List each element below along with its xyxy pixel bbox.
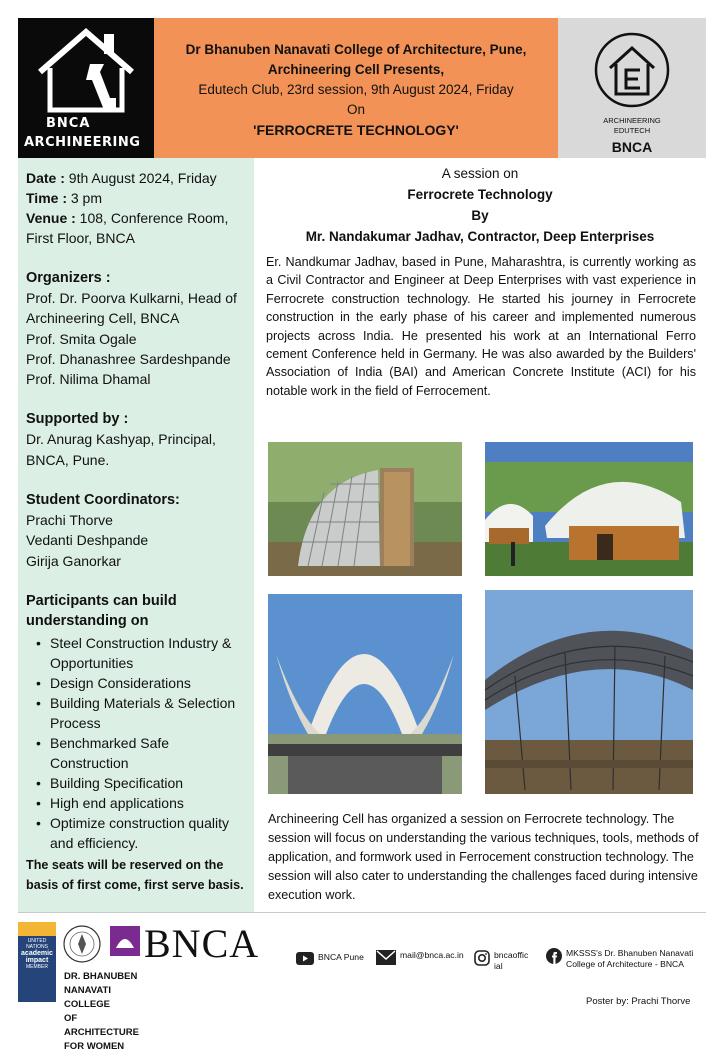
photo-grid [268, 442, 694, 794]
mesh-framework-photo [485, 590, 693, 794]
organizer-line: Prof. Dhanashree Sardeshpande [26, 350, 231, 367]
list-item-text: Opportunities [50, 654, 134, 671]
facebook-label-line2: College of Architecture - BNCA [566, 959, 684, 969]
intro-line: A session on [441, 166, 519, 181]
shell-houses-photo [485, 442, 693, 576]
list-item-continued [26, 833, 254, 853]
edutech-logo-icon [592, 28, 672, 112]
time-row [26, 188, 254, 208]
session-topic: Ferrocrete Technology [407, 187, 553, 202]
ferrocrete-arch-photo [268, 442, 462, 576]
archineering-logo [18, 18, 154, 158]
list-item: • Optimize construction quality [26, 813, 254, 833]
poster-header [18, 18, 706, 158]
instagram-label: bncaofficial [494, 950, 529, 971]
youtube-label: BNCA Pune [318, 952, 364, 962]
date-row [26, 168, 254, 188]
organizer-line: Archineering Cell, BNCA [26, 310, 180, 327]
list-item: • Building Materials & Selection [26, 693, 254, 713]
college-name [64, 970, 139, 1054]
organizer-line: Prof. Nilima Dhamal [26, 371, 151, 388]
facebook-icon [546, 948, 562, 964]
supported-line: BNCA, Pune. [26, 451, 110, 468]
coordinator-line: Vedanti Deshpande [26, 532, 149, 549]
email-link[interactable] [376, 950, 464, 965]
list-item: • Building Specification [26, 773, 254, 793]
coordinator-line: Girija Ganorkar [26, 552, 121, 569]
venue-row [26, 208, 254, 228]
logo-left-archineering: ARCHINEERING [24, 135, 141, 150]
topics-list [26, 633, 254, 853]
session-summary: Archineering Cell has organized a session on Ferrocrete technology. The session will focus on understanding the various techniques, tools, methods of application, and formwork used in Ferrocement construction technology. The session will also cater to understanding the challenges faced during intensive execution work. [268, 812, 699, 902]
venue-label: Venue : [26, 210, 76, 226]
venue-value-line2: First Floor, BNCA [26, 230, 135, 246]
college-name-line1: DR. BHANUBEN NANAVATI COLLEGE [64, 971, 138, 1010]
logo-right-edutech: EDUTECH [613, 126, 651, 135]
instagram-link[interactable] [474, 950, 530, 972]
impact-line3: impact [25, 957, 49, 964]
organizers-heading: Organizers : [26, 270, 111, 286]
logo-right-archineering: ARCHINEERING [603, 116, 661, 125]
youtube-link[interactable] [296, 952, 364, 965]
session-intro [254, 164, 706, 247]
supported-line: Dr. Anurag Kashyap, Principal, [26, 431, 216, 448]
house-wrench-icon [28, 24, 144, 116]
logo-right-bnca: BNCA [611, 139, 653, 155]
list-item: • Design Considerations [26, 673, 254, 693]
footer-divider [18, 912, 706, 913]
header-line-on: On [346, 102, 365, 117]
impact-line1: UNITED NATIONS [26, 938, 48, 950]
organizer-line: Prof. Dr. Poorva Kulkarni, Head of [26, 290, 237, 306]
edutech-logo [558, 18, 706, 158]
list-item: • Steel Construction Industry & [26, 633, 254, 653]
list-item: • High end applications [26, 793, 254, 813]
facebook-label-line1: MKSSS's Dr. Bhanuben Nanavati [566, 948, 694, 958]
participants-heading: Participants can build [26, 592, 177, 609]
facebook-link[interactable] [546, 948, 693, 970]
coordinator-line: Prachi Thorve [26, 512, 113, 529]
organizer-line: Prof. Smita Ogale [26, 330, 137, 347]
list-item: • Benchmarked Safe [26, 733, 254, 753]
session-content [254, 158, 706, 912]
speaker-bio: Er. Nandkumar Jadhav, based in Pune, Maharashtra, is currently working as a Civil Contractor and Engineer at Deep Enterprises with vast experience in Ferrocrete construction technology. He started his journey in Ferrocrete construction in the early phase of his career and implemented numerous projects across India. He presented his work at an International Ferro cement Conference held in Germany. He was also awarded by the Builders' Association of India (BAI) and American Concrete Institute (ACI) for his notable work in the field of Ferrocement. [266, 255, 696, 398]
header-title-block [154, 18, 558, 158]
header-line-session: Edutech Club, 23rd session, 9th August 2024, Friday [198, 82, 514, 97]
coordinators-heading: Student Coordinators: [26, 492, 180, 509]
header-line-presents: Archineering Cell Presents, [267, 62, 445, 77]
time-value: 3 pm [66, 190, 102, 206]
supported-heading: Supported by : [26, 411, 129, 428]
header-line-topic: 'FERROCRETE TECHNOLOGY' [253, 122, 459, 138]
facebook-label [566, 948, 693, 970]
list-item-continued [26, 653, 254, 673]
venue-value: 108, Conference Room, [75, 210, 229, 226]
impact-line4: MEMBER [26, 964, 48, 970]
email-label: mail@bnca.ac.in [400, 950, 464, 960]
bnca-wordmark: BNCA [144, 921, 260, 966]
time-label: Time : [26, 190, 67, 206]
seat-note-line2: basis of first come, first serve basis. [26, 877, 244, 892]
event-details-sidebar [18, 158, 254, 912]
list-item-text: Construction [50, 754, 129, 771]
shell-pavilion-photo [268, 594, 462, 794]
mail-icon [376, 950, 396, 965]
youtube-icon [296, 952, 314, 965]
speaker-name: Mr. Nandakumar Jadhav, Contractor, Deep Enterprises [305, 229, 655, 244]
instagram-icon [474, 950, 490, 966]
logo-left-bnca: BNCA [46, 116, 91, 131]
header-line-college: Dr Bhanuben Nanavati College of Architecture, Pune, [185, 42, 527, 57]
list-item-text: Process [50, 714, 101, 731]
date-value: 9th August 2024, Friday [64, 170, 217, 186]
college-name-line2: OF ARCHITECTURE FOR WOMEN [64, 1013, 139, 1052]
participants-heading-line2: understanding on [26, 612, 149, 629]
list-item-continued [26, 713, 254, 733]
impact-line2: academic [21, 950, 53, 957]
intro-by: By [471, 208, 489, 223]
poster-credit: Poster by: Prachi Thorve [586, 996, 691, 1007]
list-item-continued [26, 753, 254, 773]
contact-bar [0, 948, 724, 978]
date-label: Date : [26, 170, 65, 186]
list-item-text: and efficiency. [50, 834, 139, 851]
seat-note: The seats will be reserved on the [26, 857, 224, 872]
